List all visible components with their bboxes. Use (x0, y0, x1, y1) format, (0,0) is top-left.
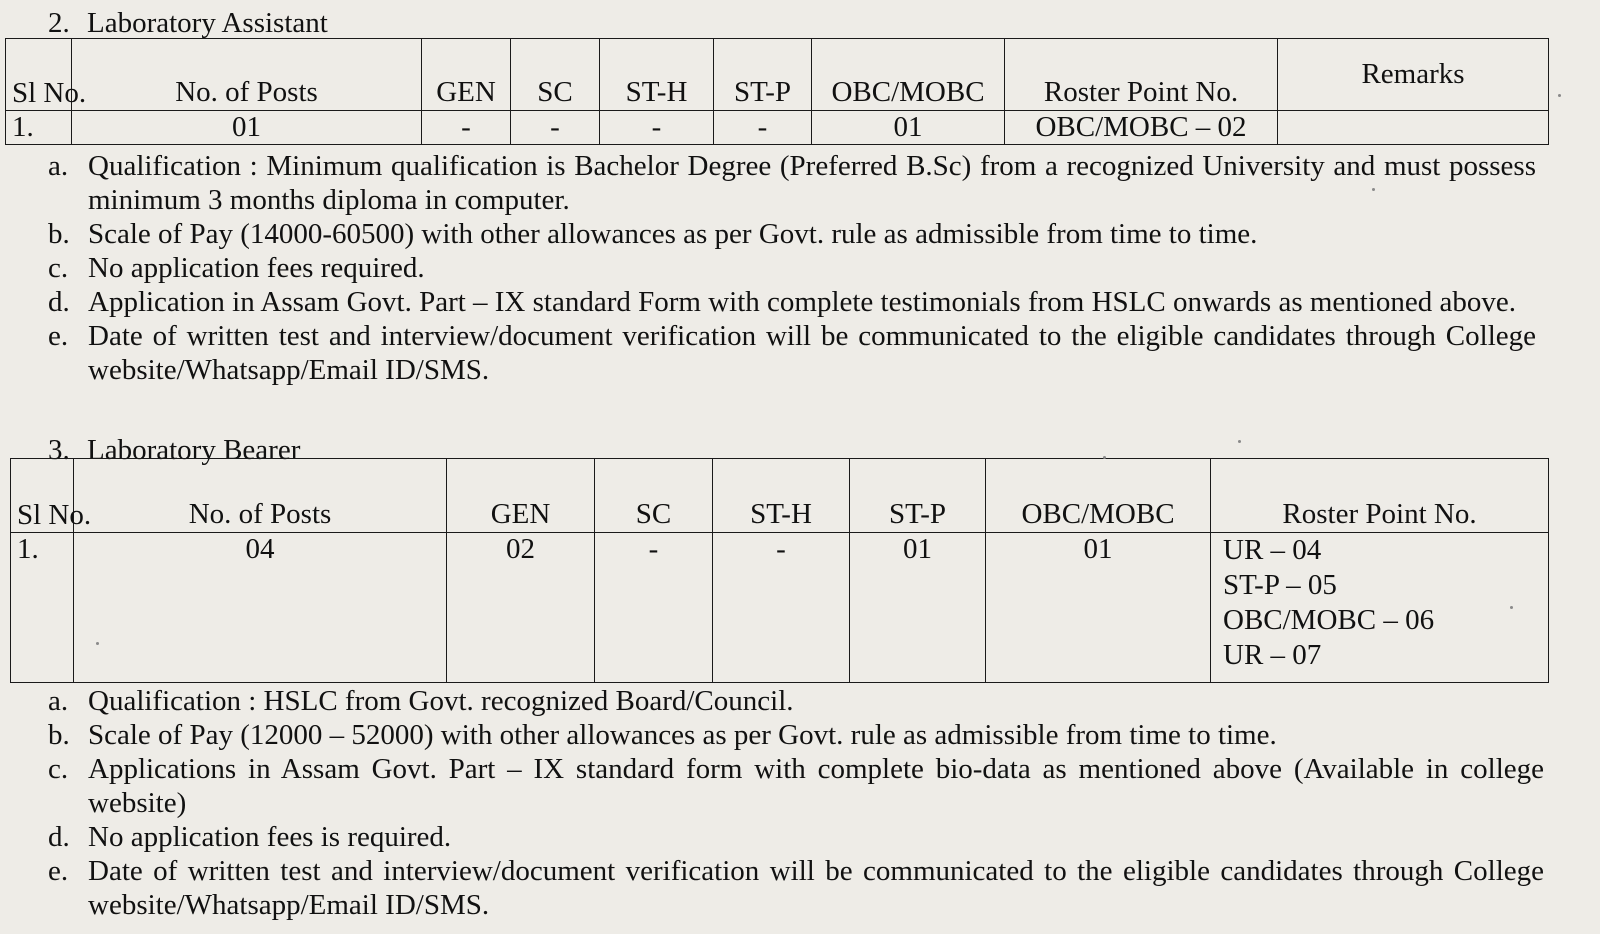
header-no-of-posts: No. of Posts (74, 459, 447, 533)
section-number: 3. (48, 434, 70, 466)
cell-gen: - (422, 111, 511, 145)
scan-speck (1558, 94, 1561, 97)
header-no-of-posts: No. of Posts (72, 39, 422, 111)
table-header-row (11, 459, 1549, 533)
section-title-text: Laboratory Bearer (87, 434, 301, 466)
table-row (11, 533, 1549, 683)
header-roster-point: Roster Point No. (1211, 459, 1549, 533)
cell-roster-point (1211, 533, 1549, 683)
list-item (48, 820, 1544, 854)
list-item (48, 684, 1544, 718)
header-sl-no: Sl No. (11, 459, 74, 533)
item-text: Qualification : Minimum qualification is Bachelor Degree (Preferred B.Sc) from a recognized University and must possess minimum 3 months diploma in computer. (88, 150, 1536, 216)
header-obc-mobc: OBC/MOBC (812, 39, 1005, 111)
list-item (48, 718, 1544, 752)
item-text: No application fees is required. (88, 821, 452, 853)
item-label: d. (48, 821, 70, 853)
section-number: 2. (48, 7, 70, 39)
scan-speck (1510, 606, 1513, 609)
scan-speck (1372, 188, 1375, 191)
cell-sl: 1. (6, 111, 72, 145)
item-text: Qualification : HSLC from Govt. recognized Board/Council. (88, 685, 794, 717)
roster-point-entry: OBC/MOBC – 06 (1223, 604, 1435, 636)
list-item (48, 854, 1544, 922)
table-header-row (6, 39, 1549, 111)
laboratory-assistant-table (5, 38, 1549, 145)
cell-st-h: - (600, 111, 714, 145)
header-st-h: ST-H (600, 39, 714, 111)
list-item (48, 217, 1536, 251)
cell-sc: - (595, 533, 713, 683)
list-item (48, 752, 1544, 820)
item-text: Scale of Pay (12000 – 52000) with other allowances as per Govt. rule as admissible from time to time. (88, 719, 1277, 751)
item-text: Application in Assam Govt. Part – IX standard Form with complete testimonials from HSLC onwards as mentioned above. (88, 286, 1517, 318)
section-title-laboratory-assistant (48, 7, 328, 39)
roster-point-entry: ST-P – 05 (1223, 569, 1337, 601)
roster-point-entry: UR – 04 (1223, 534, 1322, 566)
section-title-text: Laboratory Assistant (87, 7, 328, 39)
list-item (48, 319, 1536, 387)
header-st-p: ST-P (850, 459, 986, 533)
cell-posts: 01 (72, 111, 422, 145)
list-item (48, 251, 1536, 285)
item-label: d. (48, 286, 70, 318)
cell-posts: 04 (74, 533, 447, 683)
item-label: b. (48, 218, 70, 250)
item-label: b. (48, 719, 70, 751)
item-text: Date of written test and interview/document verification will be communicated to the eligible candidates through College website/Whatsapp/Email ID/SMS. (88, 855, 1544, 921)
table-row (6, 111, 1549, 145)
scan-speck (1238, 440, 1241, 443)
scan-speck (96, 642, 99, 645)
cell-st-h: - (713, 533, 850, 683)
list-item (48, 149, 1536, 217)
list-item (48, 285, 1536, 319)
item-label: c. (48, 252, 69, 284)
header-st-h: ST-H (713, 459, 850, 533)
item-label: c. (48, 753, 69, 785)
header-remarks: Remarks (1278, 39, 1549, 111)
cell-obc-mobc: 01 (986, 533, 1211, 683)
cell-st-p: 01 (850, 533, 986, 683)
laboratory-assistant-conditions (48, 149, 1536, 387)
item-label: a. (48, 150, 69, 182)
item-text: Applications in Assam Govt. Part – IX standard form with complete bio-data as mentioned above (Available in college website) (88, 753, 1544, 819)
cell-st-p: - (714, 111, 812, 145)
item-label: e. (48, 855, 69, 887)
header-sc: SC (595, 459, 713, 533)
item-label: e. (48, 320, 69, 352)
cell-roster-point: OBC/MOBC – 02 (1005, 111, 1278, 145)
item-text: Date of written test and interview/document verification will be communicated to the eligible candidates through College website/Whatsapp/Email ID/SMS. (88, 320, 1536, 386)
cell-remarks (1278, 111, 1549, 145)
cell-sl: 1. (11, 533, 74, 683)
header-sc: SC (511, 39, 600, 111)
item-text: Scale of Pay (14000-60500) with other allowances as per Govt. rule as admissible from time to time. (88, 218, 1258, 250)
scan-speck (1103, 456, 1106, 459)
header-st-p: ST-P (714, 39, 812, 111)
header-sl-no: Sl No. (6, 39, 72, 111)
item-label: a. (48, 685, 69, 717)
cell-sc: - (511, 111, 600, 145)
item-text: No application fees required. (88, 252, 425, 284)
cell-obc-mobc: 01 (812, 111, 1005, 145)
cell-gen: 02 (447, 533, 595, 683)
header-gen: GEN (422, 39, 511, 111)
header-gen: GEN (447, 459, 595, 533)
header-obc-mobc: OBC/MOBC (986, 459, 1211, 533)
header-roster-point: Roster Point No. (1005, 39, 1278, 111)
roster-point-entry: UR – 07 (1223, 639, 1322, 671)
laboratory-bearer-conditions (48, 684, 1544, 922)
laboratory-bearer-table (10, 458, 1549, 683)
